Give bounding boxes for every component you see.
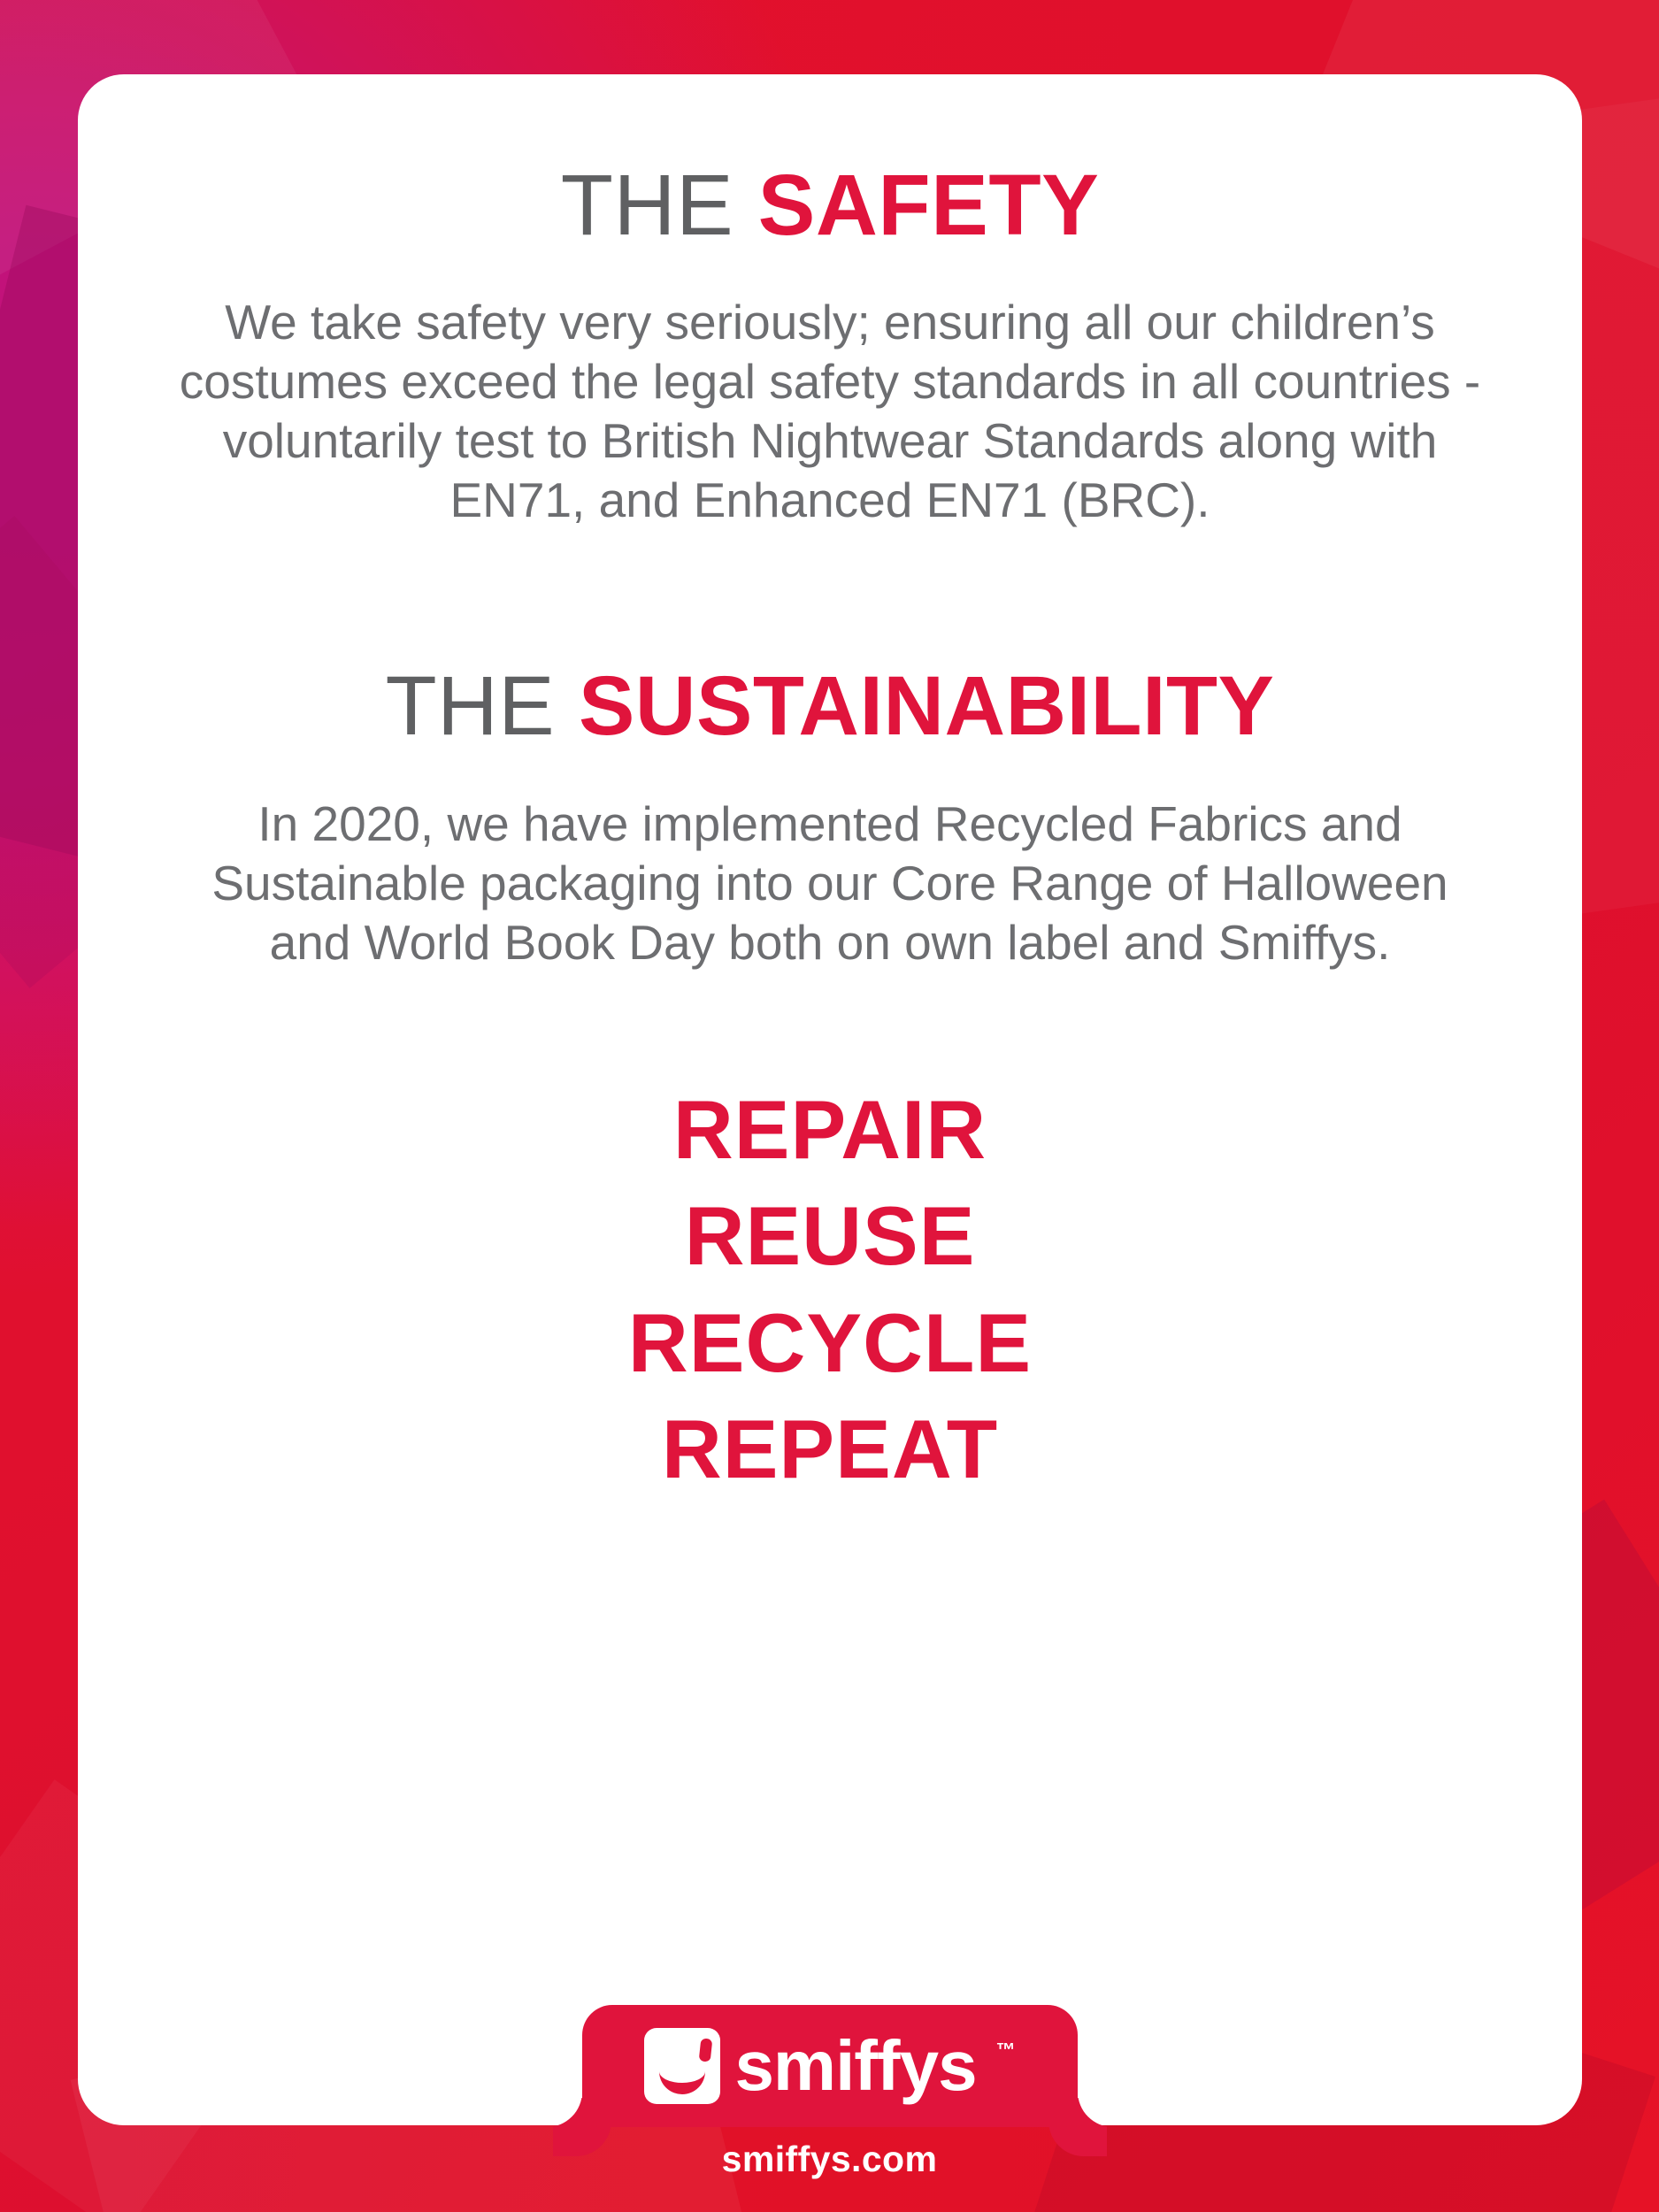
section-spacer (175, 530, 1485, 661)
slogan-block (175, 1077, 1485, 1502)
sustainability-heading-accent: SUSTAINABILITY (579, 659, 1275, 754)
trademark-icon: ™ (995, 2039, 1016, 2061)
sustainability-paragraph: In 2020, we have implemented Recycled Fabrics and Sustainable packaging into our Core Range of Halloween and World Book Day both on own label and Smiffys. (211, 795, 1448, 970)
safety-paragraph: We take safety very seriously; ensuring all our children’s costumes exceed the legal safety standards in all countries - voluntarily test to British Nightwear Standards along with EN71, and Enhanced EN71 (BRC). (179, 294, 1481, 528)
website-url: smiffys.com (721, 2139, 938, 2179)
safety-heading (175, 159, 1485, 252)
smile-icon (644, 2028, 720, 2104)
sustainability-heading-prefix: THE (385, 659, 580, 754)
content-card (78, 74, 1582, 2125)
slogan-line-reuse: REUSE (684, 1189, 976, 1283)
sustainability-heading (175, 661, 1485, 752)
safety-heading-accent: SAFETY (757, 157, 1100, 253)
safety-heading-prefix: THE (560, 157, 758, 253)
slogan-line-repeat: REPEAT (661, 1402, 999, 1495)
slogan-line-recycle: RECYCLE (627, 1295, 1033, 1389)
logo-tab (582, 2005, 1078, 2127)
brand-wordmark: smiffys (734, 2026, 977, 2105)
brand-logo (644, 2028, 1015, 2104)
slogan-line-repair: REPAIR (672, 1083, 987, 1176)
content-body (78, 159, 1582, 1502)
